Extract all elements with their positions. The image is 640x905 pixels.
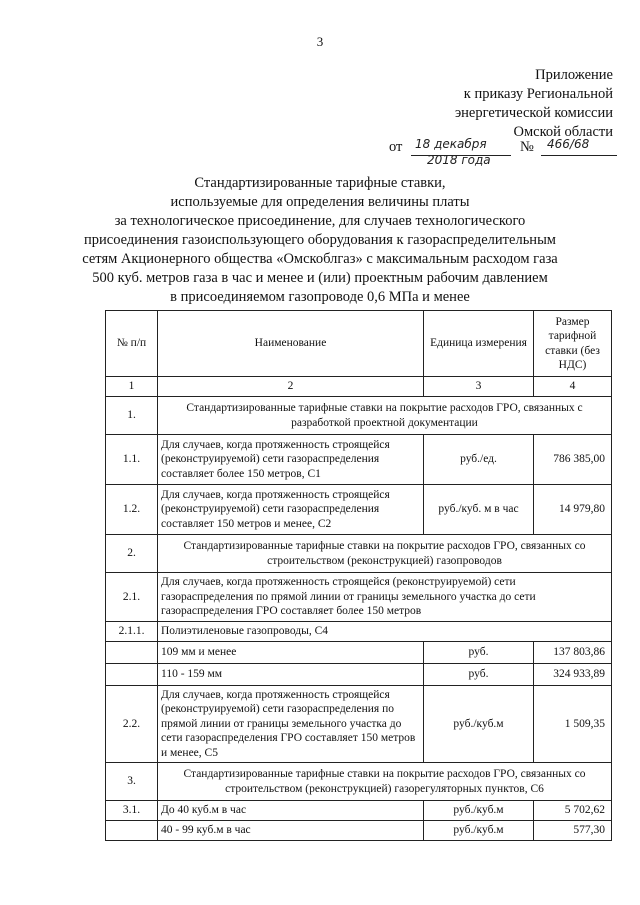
- section-title: Стандартизированные тарифные ставки на покрытие расходов ГРО, связанных со строительством (реконструкцией) газопроводов: [158, 535, 612, 573]
- title-line: 500 куб. метров газа в час и менее и (или) проектным рабочим давлением: [92, 270, 548, 286]
- column-index-row: [106, 377, 612, 397]
- row-description: 40 - 99 куб.м в час: [158, 821, 424, 841]
- row-value: 324 933,89: [534, 663, 612, 685]
- row-number: 2.1.: [106, 573, 158, 622]
- title-line: присоединения газоиспользующего оборудования к газораспределительным: [84, 232, 556, 248]
- row-value: 577,30: [534, 821, 612, 841]
- page-number: 3: [316, 34, 324, 49]
- row-number: [106, 663, 158, 685]
- table-row: [106, 663, 612, 685]
- row-description: Для случаев, когда протяженность строящейся (реконструируемой) сети газораспределения по прямой линии от границы земельного участка до сети газораспределения ГРО составляет 150 метров и менее, С5: [158, 685, 424, 763]
- row-description: Для случаев, когда протяженность строящейся (реконструируемой) сети газораспределения составляет 150 метров и менее, С2: [158, 485, 424, 535]
- row-unit: руб./куб.м: [424, 685, 534, 763]
- row-unit: руб./ед.: [424, 435, 534, 485]
- appendix-line: Омской области: [513, 124, 613, 140]
- title-line: в присоединяемом газопроводе 0,6 МПа и менее: [170, 289, 470, 305]
- row-value: 786 385,00: [534, 435, 612, 485]
- number-underline: [541, 155, 617, 156]
- table-row: [106, 821, 612, 841]
- table-row: [106, 535, 612, 573]
- index-cell: 2: [158, 377, 424, 397]
- title-line: используемые для определения величины платы: [170, 194, 470, 210]
- row-description: Для случаев, когда протяженность строящейся (реконструируемой) сети газораспределения по прямой линии от границы земельного участка до сети газораспределения ГРО составляет более 150 метров: [158, 573, 612, 622]
- number-label: №: [520, 139, 534, 155]
- row-description: 109 мм и менее: [158, 641, 424, 663]
- row-number: 1.2.: [106, 485, 158, 535]
- appendix-line: Приложение: [535, 67, 613, 83]
- row-description: Полиэтиленовые газопроводы, С4: [158, 621, 612, 641]
- table-row: [106, 397, 612, 435]
- table-row: [106, 801, 612, 821]
- table-row: [106, 685, 612, 763]
- appendix-line: энергетической комиссии: [454, 105, 613, 121]
- row-description: 110 - 159 мм: [158, 663, 424, 685]
- title-line: Стандартизированные тарифные ставки,: [194, 175, 446, 191]
- title-line: за технологическое присоединение, для случаев технологического: [114, 213, 526, 229]
- table-row: [106, 485, 612, 535]
- section-title: Стандартизированные тарифные ставки на покрытие расходов ГРО, связанных с разработкой проектной документации: [158, 397, 612, 435]
- table-row: [106, 573, 612, 622]
- header-unit: Единица измерения: [424, 311, 534, 377]
- row-value: 14 979,80: [534, 485, 612, 535]
- handwritten-number: 466/68: [547, 137, 590, 151]
- title-line: сетям Акционерного общества «Омскоблгаз» с максимальным расходом газа: [82, 251, 558, 267]
- appendix-line: к приказу Региональной: [463, 86, 613, 102]
- header-num: № п/п: [106, 311, 158, 377]
- table-row: [106, 435, 612, 485]
- row-unit: руб.: [424, 663, 534, 685]
- row-description: До 40 куб.м в час: [158, 801, 424, 821]
- row-value: 137 803,86: [534, 641, 612, 663]
- index-cell: 1: [106, 377, 158, 397]
- row-value: 5 702,62: [534, 801, 612, 821]
- appendix-header: [455, 66, 613, 142]
- table-row: [106, 763, 612, 801]
- tariff-table: [105, 310, 612, 841]
- row-unit: руб./куб. м в час: [424, 485, 534, 535]
- table-row: [106, 621, 612, 641]
- header-name: Наименование: [158, 311, 424, 377]
- row-number: [106, 821, 158, 841]
- row-number: 2.2.: [106, 685, 158, 763]
- row-number: 2.: [106, 535, 158, 573]
- document-title: [60, 174, 580, 307]
- row-number: 3.: [106, 763, 158, 801]
- handwritten-year: 2018 года: [427, 153, 491, 167]
- row-description: Для случаев, когда протяженность строящейся (реконструируемой) сети газораспределения составляет более 150 метров, С1: [158, 435, 424, 485]
- handwritten-date: 18 декабря: [415, 137, 487, 151]
- index-cell: 4: [534, 377, 612, 397]
- row-value: 1 509,35: [534, 685, 612, 763]
- table-header-row: [106, 311, 612, 377]
- header-value: Размер тарифной ставки (без НДС): [534, 311, 612, 377]
- row-number: 2.1.1.: [106, 621, 158, 641]
- row-number: 1.: [106, 397, 158, 435]
- order-date-number: [389, 134, 619, 174]
- row-unit: руб.: [424, 641, 534, 663]
- date-label: от: [389, 139, 403, 155]
- row-number: 3.1.: [106, 801, 158, 821]
- row-number: [106, 641, 158, 663]
- row-number: 1.1.: [106, 435, 158, 485]
- section-title: Стандартизированные тарифные ставки на покрытие расходов ГРО, связанных со строительством (реконструкцией) газорегуляторных пунктов, С6: [158, 763, 612, 801]
- row-unit: руб./куб.м: [424, 821, 534, 841]
- table-row: [106, 641, 612, 663]
- index-cell: 3: [424, 377, 534, 397]
- row-unit: руб./куб.м: [424, 801, 534, 821]
